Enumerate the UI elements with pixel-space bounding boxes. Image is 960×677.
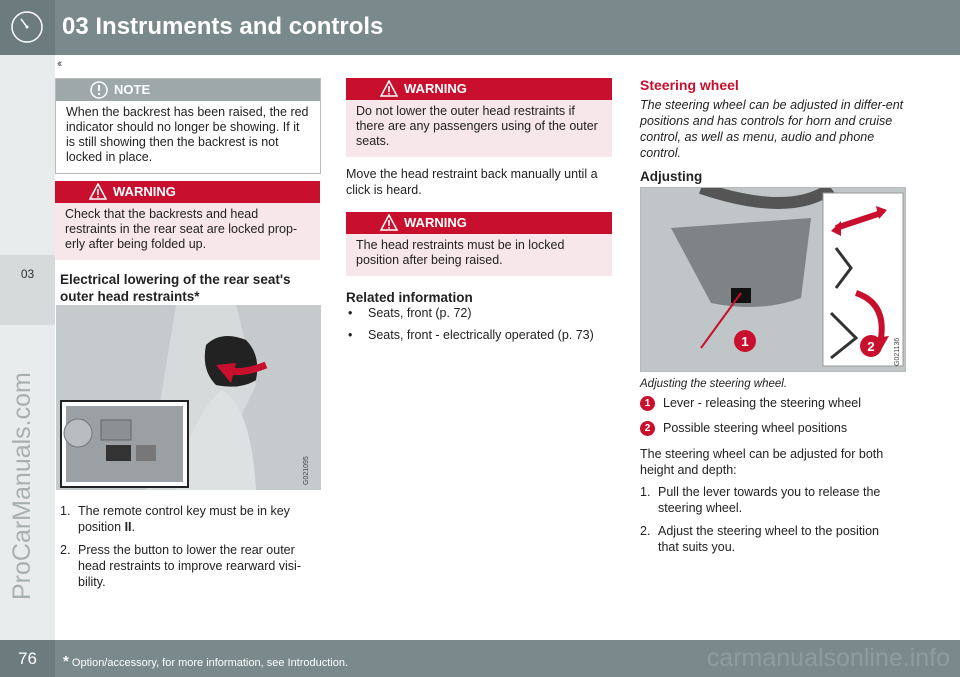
callout-number-badge: 1 [640,396,655,411]
warning-text: Check that the backrests and head restraints in the rear seat are locked prop-erly after being folded up. [55,203,320,260]
paragraph: Move the head restraint back manually until a click is heard. [346,167,598,197]
steps-list [640,484,902,562]
warning-triangle-icon [89,183,107,201]
image-caption: Adjusting the steering wheel. [640,378,788,390]
section-title: Steering wheel [640,77,739,93]
related-link[interactable]: • Seats, front - electrically operated (p. 73) [346,327,612,343]
head-restraint-image [56,305,321,490]
steering-wheel-image [640,187,906,372]
warning-box [55,181,320,260]
page-footer [0,640,960,677]
page-header [0,0,960,55]
note-title: NOTE [114,82,151,97]
side-watermark: ProCarManuals.com [8,372,36,600]
list-item: 2. Adjust the steering wheel to the position that suits you. [640,524,879,554]
warning-triangle-icon [380,214,398,232]
image-code: G021136 [894,337,901,366]
warning-triangle-icon [380,80,398,98]
warning-title: WARNING [404,215,467,230]
note-text: When the backrest has been raised, the red indicator should no longer be showing. If it is still showing then the backrest is not locked in place. [56,101,320,173]
warning-text: The head restraints must be in locked position after being raised. [346,234,612,276]
svg-text:2: 2 [867,339,875,354]
back-arrows-icon[interactable]: ‹‹ [57,58,61,70]
related-list [346,305,612,349]
footnote: * Option/accessory, for more information, see Introduction. [63,653,349,670]
svg-text:1: 1 [741,334,749,349]
paragraph: The steering wheel can be adjusted for both height and depth: [640,447,884,477]
related-link[interactable]: • Seats, front (p. 72) [346,305,612,321]
gauge-icon [0,0,55,55]
page-title: 03 Instruments and controls [62,13,384,40]
intro-text: The steering wheel can be adjusted in differ-ent positions and has controls for horn and cruise control, as well as menu, audio and phone control. [640,98,904,160]
warning-title: WARNING [404,81,467,96]
callout-number-badge: 2 [640,421,655,436]
warning-box [346,212,612,276]
note-box [55,78,321,174]
chapter-icon-box [0,0,55,55]
list-item: 1. Pull the lever towards you to release the steering wheel. [640,485,881,515]
related-heading: Related information [346,290,473,305]
steps-list [60,503,315,597]
warning-text: Do not lower the outer head restraints if there are any passengers using of the outer seats. [346,100,612,157]
chapter-number: 03 [20,267,35,281]
subheading: Adjusting [640,169,703,184]
list-item: 1. The remote control key must be in key position II. [60,504,290,534]
list-item: 2. Press the button to lower the rear outer head restraints to improve rearward visi-bility. [60,543,301,589]
section-heading: Electrical lowering of the rear seat's outer head restraints* [60,272,291,304]
image-code: G021095 [303,456,310,485]
chapter-tab[interactable] [0,255,55,325]
footer-watermark: carmanualsonline.info [706,644,950,672]
warning-title: WARNING [113,184,176,199]
page-number: 76 [0,640,55,677]
warning-box [346,78,612,157]
info-icon [90,81,108,99]
